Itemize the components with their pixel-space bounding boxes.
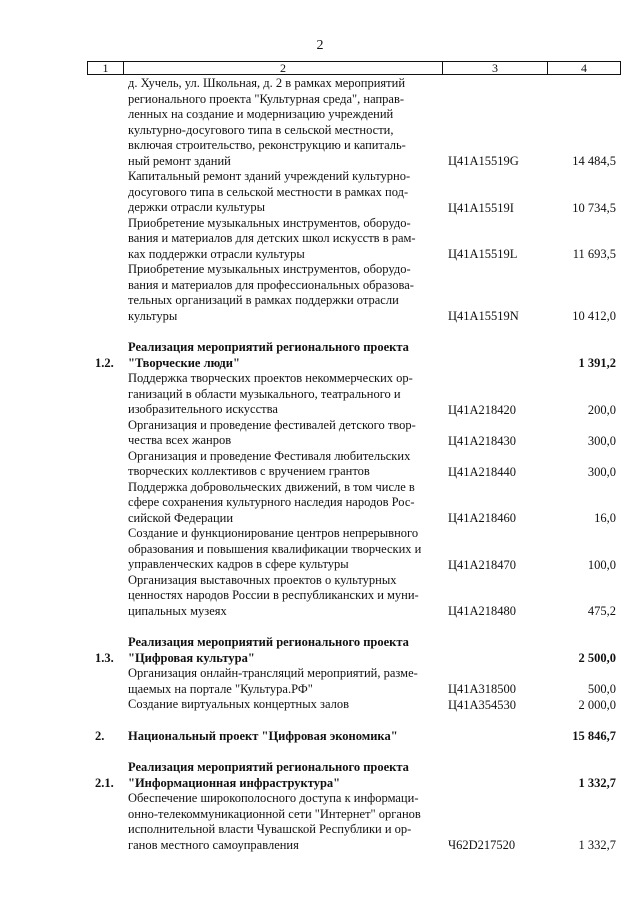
row-code: Ц41А218440 bbox=[448, 464, 517, 479]
row-name-line: сфере сохранения культурного наследия народов Рос- bbox=[128, 495, 415, 509]
row-code: Ц41А15519L bbox=[448, 247, 518, 261]
row-name-line: Создание виртуальных концертных залов bbox=[128, 697, 349, 711]
row-name-line: Приобретение музыкальных инструментов, оборудо- bbox=[128, 215, 411, 230]
header-col-3: 3 bbox=[443, 62, 548, 74]
row-name-line: включая строительство, реконструкцию и капиталь- bbox=[128, 138, 406, 152]
row-name bbox=[128, 418, 435, 449]
row-name bbox=[128, 526, 435, 573]
table-row bbox=[87, 262, 621, 324]
row-amount: 500,0 bbox=[587, 682, 616, 696]
row-name-line: Организация и проведение фестивалей детского твор- bbox=[128, 417, 416, 432]
row-number: 1.2. bbox=[95, 356, 114, 370]
row-code: Ц41А218470 bbox=[448, 557, 517, 572]
table-row bbox=[87, 449, 621, 480]
section-row bbox=[87, 340, 621, 371]
row-name-line: изобразительного искусства bbox=[128, 402, 278, 416]
row-name-line: ленных на создание и модернизацию учреждений bbox=[128, 107, 394, 121]
header-col-4: 4 bbox=[581, 61, 587, 75]
row-code: Ц41А354530 bbox=[448, 697, 517, 712]
row-number: 2. bbox=[95, 729, 105, 743]
row-amount: 200,0 bbox=[587, 402, 616, 417]
row-name-line: ганизаций в области музыкального, театрального и bbox=[128, 386, 401, 401]
row-code: Ц41А218420 bbox=[448, 402, 517, 417]
table-row bbox=[87, 169, 621, 216]
row-name bbox=[128, 480, 435, 527]
row-name-line: "Информационная инфраструктура" bbox=[128, 775, 341, 790]
row-code: Ц41А15519I bbox=[448, 200, 514, 215]
row-name-line: ценностях народов России в республиканских и муни- bbox=[128, 588, 419, 602]
row-name-line: Поддержка творческих проектов некоммерческих ор- bbox=[128, 371, 413, 385]
table-row bbox=[87, 76, 621, 169]
row-name bbox=[128, 371, 435, 418]
table-row bbox=[87, 791, 621, 853]
row-name bbox=[128, 340, 435, 371]
row-name-line: управленческих кадров в сфере культуры bbox=[128, 557, 349, 571]
row-name-line: онно-телекоммуникационной сети "Интернет" органов bbox=[128, 806, 421, 821]
table-header bbox=[87, 61, 621, 75]
row-name-line: творческих коллективов с вручением грантов bbox=[128, 464, 370, 478]
row-amount: 475,2 bbox=[587, 604, 616, 618]
row-name-line: чества всех жанров bbox=[128, 433, 232, 447]
row-name-line: ципальных музеях bbox=[128, 603, 227, 618]
row-name bbox=[128, 791, 435, 853]
row-name bbox=[128, 76, 435, 169]
table-row bbox=[87, 573, 621, 620]
row-name bbox=[128, 760, 435, 791]
row-amount: 300,0 bbox=[587, 433, 616, 448]
row-name-line: культуры bbox=[128, 308, 178, 323]
row-name-line: держки отрасли культуры bbox=[128, 200, 266, 214]
row-code: Ц41А218430 bbox=[448, 433, 517, 448]
row-name-line: образования и повышения квалификации творческих и bbox=[128, 541, 422, 556]
row-name bbox=[128, 666, 435, 697]
row-amount: 1 332,7 bbox=[578, 776, 616, 790]
row-name bbox=[128, 573, 435, 620]
row-code: Ц41А218480 bbox=[448, 604, 517, 618]
row-number: 1.3. bbox=[95, 651, 114, 665]
row-name-line: Реализация мероприятий регионального проекта bbox=[128, 760, 409, 774]
row-name-line: сийской Федерации bbox=[128, 510, 234, 525]
row-amount: 300,0 bbox=[587, 464, 616, 479]
row-spacer bbox=[87, 713, 621, 729]
row-amount: 15 846,7 bbox=[572, 729, 616, 743]
row-amount: 2 500,0 bbox=[578, 651, 616, 665]
row-code: Ч62D217520 bbox=[448, 838, 516, 852]
row-name bbox=[128, 262, 435, 324]
row-name-line: тельных организаций в рамках поддержки отрасли bbox=[128, 293, 399, 307]
section-row bbox=[87, 635, 621, 666]
row-name bbox=[128, 729, 435, 745]
row-code: Ц41А15519N bbox=[448, 309, 519, 323]
row-code: Ц41А15519G bbox=[448, 154, 519, 168]
section-row bbox=[87, 760, 621, 791]
row-amount: 100,0 bbox=[587, 557, 616, 572]
row-spacer bbox=[87, 744, 621, 760]
table-row bbox=[87, 666, 621, 697]
row-name-line: досугового типа в сельской местности в рамках под- bbox=[128, 184, 409, 199]
row-number: 2.1. bbox=[95, 776, 114, 790]
row-name-line: Организация и проведение Фестиваля любительских bbox=[128, 448, 411, 463]
page-number: 2 bbox=[316, 38, 324, 53]
row-name-line: "Цифровая культура" bbox=[128, 650, 255, 665]
row-name-line: культурно-досугового типа в сельской местности, bbox=[128, 122, 394, 137]
section-row bbox=[87, 729, 621, 745]
row-amount: 1 332,7 bbox=[578, 838, 616, 852]
row-name-line: Национальный проект "Цифровая экономика" bbox=[128, 728, 398, 743]
row-name-line: ный ремонт зданий bbox=[128, 153, 231, 168]
row-name bbox=[128, 216, 435, 263]
row-name-line: регионального проекта "Культурная среда", направ- bbox=[128, 91, 405, 106]
row-name-line: исполнительной власти Чувашской Республики и ор- bbox=[128, 822, 412, 836]
row-name-line: Поддержка добровольческих движений, в том числе в bbox=[128, 479, 415, 494]
row-name-line: Обеспечение широкополосного доступа к информаци- bbox=[128, 791, 419, 805]
row-name bbox=[128, 635, 435, 666]
row-name-line: Организация выставочных проектов о культурных bbox=[128, 572, 397, 587]
row-name-line: Приобретение музыкальных инструментов, оборудо- bbox=[128, 262, 411, 276]
header-col-2: 2 bbox=[124, 62, 443, 74]
row-name-line: д. Хучель, ул. Школьная, д. 2 в рамках мероприятий bbox=[128, 76, 406, 90]
row-code: Ц41А218460 bbox=[448, 511, 517, 525]
row-spacer bbox=[87, 619, 621, 635]
table-row bbox=[87, 418, 621, 449]
row-name-line: Реализация мероприятий регионального проекта bbox=[128, 340, 409, 354]
row-name bbox=[128, 169, 435, 216]
table-row bbox=[87, 216, 621, 263]
row-amount: 2 000,0 bbox=[578, 697, 616, 712]
row-name bbox=[128, 449, 435, 480]
row-name-line: ках поддержки отрасли культуры bbox=[128, 246, 305, 261]
row-amount: 11 693,5 bbox=[572, 247, 616, 261]
row-name bbox=[128, 697, 435, 713]
row-name-line: Капитальный ремонт зданий учреждений культурно- bbox=[128, 169, 411, 183]
row-amount: 10 412,0 bbox=[572, 309, 616, 323]
header-col-1: 1 bbox=[88, 62, 124, 74]
table-row bbox=[87, 480, 621, 527]
table-row bbox=[87, 526, 621, 573]
table-body bbox=[87, 76, 621, 853]
row-name-line: "Творческие люди" bbox=[128, 355, 240, 370]
table-row bbox=[87, 697, 621, 713]
row-name-line: Создание и функционирование центров непрерывного bbox=[128, 526, 419, 540]
table-row bbox=[87, 371, 621, 418]
row-name-line: Организация онлайн-трансляций мероприятий, разме- bbox=[128, 666, 418, 680]
row-name-line: ганов местного самоуправления bbox=[128, 837, 299, 852]
row-name-line: щаемых на портале "Культура.РФ" bbox=[128, 681, 313, 696]
row-spacer bbox=[87, 324, 621, 340]
row-name-line: Реализация мероприятий регионального проекта bbox=[128, 635, 409, 649]
row-amount: 16,0 bbox=[594, 511, 616, 525]
row-amount: 10 734,5 bbox=[572, 200, 616, 215]
row-name-line: вания и материалов для профессиональных образова- bbox=[128, 277, 414, 292]
row-amount: 1 391,2 bbox=[578, 356, 616, 370]
row-name-line: вания и материалов для детских школ искусств в рам- bbox=[128, 231, 416, 245]
row-amount: 14 484,5 bbox=[572, 154, 616, 168]
row-code: Ц41А318500 bbox=[448, 682, 517, 696]
